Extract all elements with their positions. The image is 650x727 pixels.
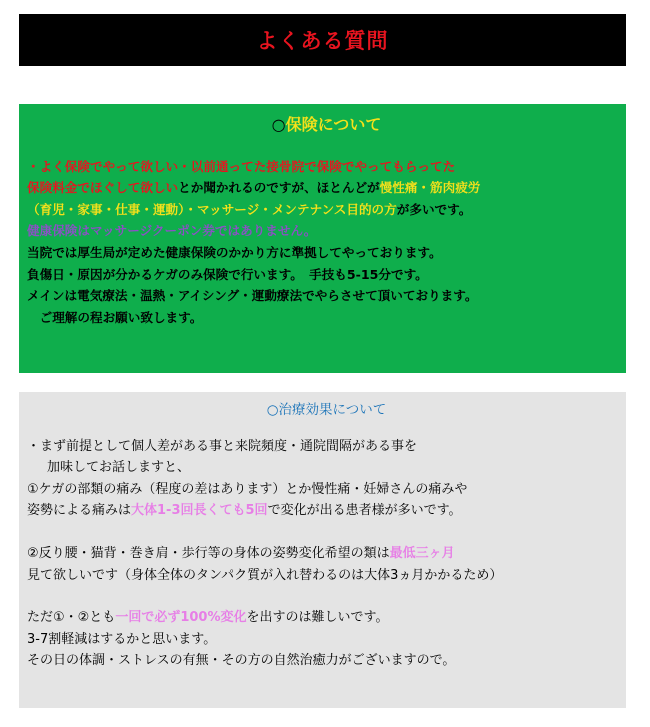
insurance-line-2-red: 保険料金でほぐして欲しい bbox=[27, 180, 179, 196]
treatment-line-4-highlight: 大体1-3回長くても5回 bbox=[131, 503, 268, 519]
insurance-line-7: メインは電気療法・温熱・アイシング・運動療法でやらさせて頂いております。 bbox=[27, 288, 478, 304]
treatment-panel bbox=[19, 392, 626, 708]
treatment-line-4c: で変化が出る患者様が多いです。 bbox=[267, 503, 462, 519]
faq-title: よくある質問 bbox=[256, 29, 389, 53]
treatment-line-1: ・まず前提として個人差がある事と来院頻度・通院間隔がある事を bbox=[27, 438, 418, 454]
treatment-title: ○治療効果について bbox=[266, 402, 387, 418]
insurance-panel bbox=[19, 104, 626, 373]
treatment-line-7-highlight: 一回で必ず100%変化 bbox=[115, 610, 247, 626]
title-mark: ○ bbox=[271, 115, 286, 134]
insurance-line-3 bbox=[27, 199, 626, 221]
treatment-line-2: 加味してお話しますと、 bbox=[47, 460, 191, 476]
treatment-line-5-highlight: 最低三ヶ月 bbox=[389, 545, 455, 561]
treatment-line-4 bbox=[27, 500, 626, 522]
insurance-line-8: ご理解の程お願い致します。 bbox=[27, 309, 203, 325]
insurance-line-1: ・よく保険でやって欲しい・以前通ってた接骨院で保険でやってもらってた bbox=[27, 158, 456, 174]
insurance-title-text: 保険について bbox=[285, 115, 382, 134]
treatment-line-3: ①ケガの部類の痛み（程度の差はあります）とか慢性痛・妊婦さんの痛みや bbox=[27, 481, 468, 497]
treatment-line-7a: ただ①・②とも bbox=[27, 610, 116, 626]
insurance-line-6: 負傷日・原因が分かるケガのみ保険で行います。 手技も5-15分です。 bbox=[27, 266, 428, 282]
insurance-line-4: 健康保険はマッサージクーポン券ではありません。 bbox=[27, 223, 317, 239]
insurance-title bbox=[27, 114, 626, 136]
faq-header bbox=[19, 14, 626, 66]
treatment-line-5a: ②反り腰・猫背・巻き肩・歩行等の身体の姿勢変化希望の類は bbox=[27, 545, 390, 561]
treatment-line-9: その日の体調・ストレスの有無・その方の自然治癒力がございますので。 bbox=[27, 653, 456, 669]
insurance-line-2-text: とか聞かれるのですが、ほとんどが bbox=[178, 180, 380, 196]
spacer bbox=[27, 586, 626, 607]
treatment-line-8: 3-7割軽減はするかと思います。 bbox=[27, 631, 217, 647]
insurance-line-5: 当院では厚生局が定めた健康保険のかかり方に準拠してやっております。 bbox=[27, 244, 442, 260]
spacer bbox=[27, 522, 626, 543]
treatment-line-6: 見て欲しいです（身体全体のタンパク質が入れ替わるのは大体3ヵ月かかるため） bbox=[27, 567, 503, 583]
treatment-line-7c: を出すのは難しいです。 bbox=[246, 610, 389, 626]
treatment-line-4a: 姿勢による痛みは bbox=[27, 503, 132, 519]
insurance-line-3-yellow: （育児・家事・仕事・運動）・マッサージ・メンテナンス目的の方 bbox=[27, 201, 397, 217]
treatment-line-5 bbox=[27, 543, 626, 565]
insurance-line-2 bbox=[27, 177, 626, 199]
insurance-line-2-yellow: 慢性痛・筋肉疲労 bbox=[379, 180, 481, 196]
insurance-line-3-text: が多いです。 bbox=[396, 201, 472, 217]
treatment-line-7 bbox=[27, 607, 626, 629]
